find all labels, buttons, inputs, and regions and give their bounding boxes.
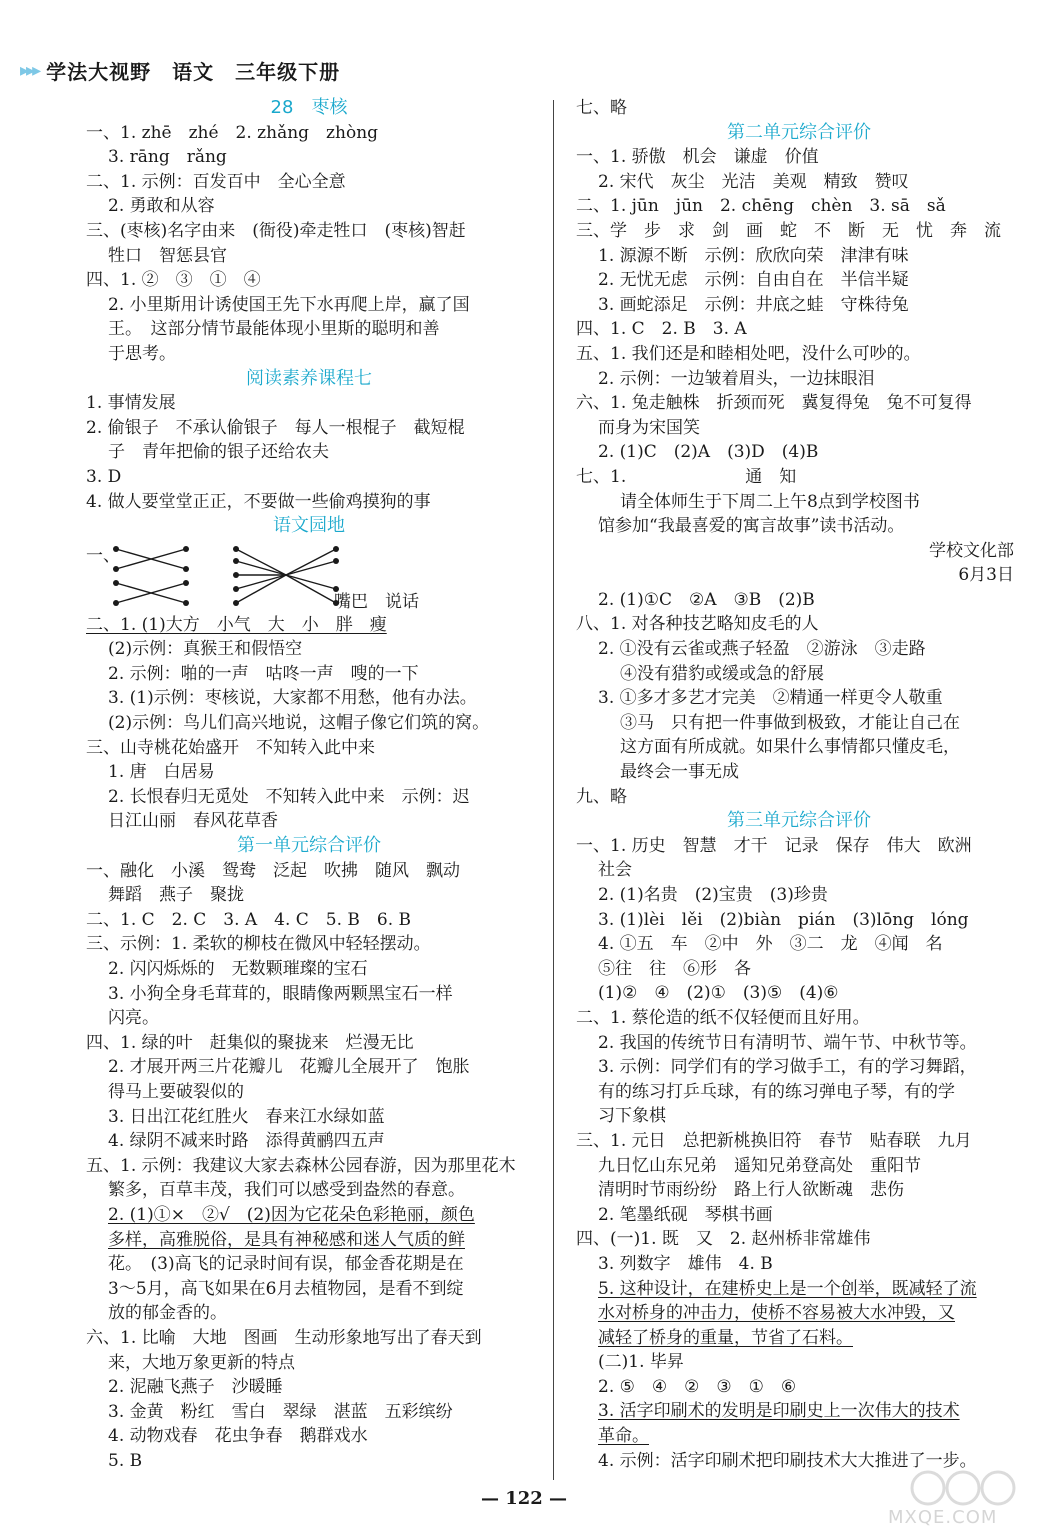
answer-line: 清明时节雨纷纷 路上行人欲断魂 悲伤 — [598, 1180, 904, 1201]
answer-line: 2. 泥融飞燕子 沙暖睡 — [108, 1377, 283, 1398]
answer-line: 1. 唐 白居易 — [108, 762, 215, 783]
answer-line: 请全体师生于下周二上午8点到学校图书 — [620, 491, 920, 512]
matching-line — [236, 561, 286, 575]
answer-line: 王。 这部分情节最能体现小里斯的聪明和善 — [108, 319, 440, 340]
answer-line: 六、1. 比喻 大地 图画 生动形象地写出了春天到 — [86, 1327, 482, 1348]
matching-dot — [333, 558, 339, 564]
answer-line: 九、略 — [576, 786, 627, 807]
matching-line — [286, 575, 336, 603]
column-divider — [553, 100, 554, 1480]
answer-line: 三、示例：1. 柔软的柳枝在微风中轻轻摆动。 — [86, 934, 431, 955]
answer-line: 有的练习打乒乓球，有的练习弹电子琴，有的学 — [598, 1081, 955, 1102]
answer-line: 馆参加“我最喜爱的寓言故事”读书活动。 — [598, 516, 905, 537]
left-column — [86, 96, 532, 1473]
section-heading: 第二单元综合评价 — [727, 121, 871, 143]
answer-line: 一、1. 骄傲 机会 谦虚 价值 — [576, 147, 819, 168]
answer-line: 八、1. 对各种技艺略知皮毛的人 — [576, 614, 819, 635]
answer-line: 3. (1)示例：枣核说，大家都不用愁，他有办法。 — [108, 688, 477, 709]
matching-dot — [183, 600, 189, 606]
answer-line: 1. 事情发展 — [86, 393, 176, 414]
answer-line: 四、1. 绿的叶 赶集似的聚拢来 烂漫无比 — [86, 1032, 414, 1053]
answer-line: 二、1. (1)大方 小气 大 小 胖 瘦 — [86, 614, 387, 635]
answer-line: 3. rāng rǎng — [108, 147, 227, 168]
answer-line: 2. (1)名贵 (2)宝贵 (3)珍贵 — [598, 885, 828, 905]
watermark-logo — [888, 1468, 1038, 1528]
section-heading: 第三单元综合评价 — [727, 810, 871, 832]
answer-line: 水对桥身的冲击力，使桥不容易被大水冲毁，又 — [598, 1303, 955, 1324]
section-heading: 28 枣核 — [270, 97, 348, 118]
running-header — [20, 50, 340, 90]
answer-line: 2. 无忧无虑 示例：自由自在 半信半疑 — [598, 270, 909, 291]
answer-line: 4. 做人要堂堂正正，不要做一些偷鸡摸狗的事 — [86, 491, 431, 512]
matching-dot — [233, 600, 239, 606]
matching-dot — [113, 566, 119, 572]
answer-line: 2. 我国的传统节日有清明节、端午节、中秋节等。 — [598, 1032, 977, 1053]
section-heading: 第一单元综合评价 — [237, 835, 381, 857]
matching-line — [286, 561, 336, 575]
answer-line: ⑤往 往 ⑥形 各 — [598, 958, 751, 979]
answer-line: 三、学 步 求 剑 画 蛇 不 断 无 忧 奔 流 — [576, 220, 1001, 241]
answer-line: 得马上要破裂似的 — [108, 1081, 244, 1102]
answer-line: 减轻了桥身的重量，节省了石料。 — [598, 1327, 853, 1348]
answer-line: 一、1. zhē zhé 2. zhǎng zhòng — [86, 122, 379, 143]
answer-line: 七、略 — [576, 98, 627, 118]
matching-dot — [233, 586, 239, 592]
matching-dot — [233, 546, 239, 552]
answer-line: 牲口 智惩县官 — [108, 245, 227, 266]
answer-line: 社会 — [598, 860, 632, 881]
answer-line: 3. 日出江花红胜火 春来江水绿如蓝 — [108, 1106, 385, 1127]
answer-line: 六、1. 兔走触株 折颈而死 冀复得兔 兔不可复得 — [576, 393, 972, 414]
page-number: — 122 — — [480, 1488, 568, 1509]
answer-line: 繁多，百草丰茂，我们可以感受到盎然的春意。 — [108, 1180, 465, 1201]
answer-line: ③马 只有把一件事做到极致，才能让自己在 — [620, 712, 960, 733]
matching-line — [236, 575, 286, 589]
answer-line: 二、1. C 2. C 3. A 4. C 5. B 6. B — [86, 909, 412, 930]
answer-line: 而身为宋国笑 — [598, 417, 700, 438]
matching-line — [236, 549, 286, 575]
answer-line: 2. (1)C (2)A (3)D (4)B — [598, 442, 819, 463]
answer-line: 2. 长恨春归无觅处 不知转入此中来 示例：迟 — [108, 786, 470, 807]
answer-line: (2)示例：鸟儿们高兴地说，这帽子像它们筑的窝。 — [108, 713, 490, 734]
answer-line: 2. 勇敢和从容 — [108, 196, 215, 217]
answer-line: 2. 笔墨纸砚 琴棋书画 — [598, 1204, 773, 1225]
answer-line: 6月3日 — [958, 565, 1014, 586]
answer-line: 舞蹈 燕子 聚拢 — [108, 885, 244, 906]
answer-line: 2. ⑤ ④ ② ③ ① ⑥ — [598, 1376, 797, 1397]
matching-dot — [113, 600, 119, 606]
answer-line: 三、(枣核)名字由来 (衙役)牵走牲口 (枣核)智赶 — [86, 220, 466, 241]
answer-line: 2. 小里斯用计诱使国王先下水再爬上岸，赢了国 — [108, 294, 470, 315]
answer-line: 3. 小狗全身毛茸茸的，眼睛像两颗黑宝石一样 — [108, 983, 453, 1004]
answer-line: 5. B — [108, 1450, 143, 1471]
watermark-text: MXQE.COM — [888, 1507, 998, 1528]
answer-line: (1)② ④ (2)① (3)⑤ (4)⑥ — [598, 983, 839, 1004]
answer-line: 三、山寺桃花始盛开 不知转入此中来 — [86, 737, 375, 758]
answer-line: 2. (1)①× ②√ (2)因为它花朵色彩艳丽，颜色 — [108, 1204, 475, 1225]
answer-line: 花。 (3)高飞的记录时间有误，郁金香花期是在 — [108, 1254, 464, 1275]
answer-line: 二、1. jūn jūn 2. chēng chèn 3. sā sǎ — [576, 196, 946, 217]
answer-line: 最终会一事无成 — [620, 762, 739, 783]
answer-line: 4. ①五 车 ②中 外 ③二 龙 ④闻 名 — [598, 934, 943, 955]
answer-line: 九日忆山东兄弟 遥知兄弟登高处 重阳节 — [598, 1155, 921, 1176]
answer-line: 2. 示例：一边皱着眉头，一边抹眼泪 — [598, 368, 875, 389]
answer-line: 七、1. 通 知 — [576, 466, 797, 487]
matching-dot — [183, 580, 189, 586]
answer-line: ④没有猎豹或缓或急的舒展 — [620, 663, 824, 684]
answer-line: 3. ①多才多艺才完美 ②精通一样更令人敬重 — [598, 688, 943, 709]
answer-line: 来，大地万象更新的特点 — [108, 1352, 295, 1373]
answer-line: 2. ①没有云雀或燕子轻盈 ②游泳 ③走路 — [598, 639, 926, 660]
answer-line: 2. 偷银子 不承认偷银子 每人一根棍子 截短棍 — [86, 417, 465, 438]
matching-words: 嘴巴 说话 — [334, 591, 419, 612]
matching-line — [236, 575, 286, 603]
matching-line — [286, 549, 336, 575]
answer-line: 3. D — [86, 466, 122, 487]
answer-line: 1. 源源不断 示例：欣欣向荣 津津有味 — [598, 245, 909, 266]
matching-dot — [183, 546, 189, 552]
answer-line: 革命。 — [598, 1426, 649, 1447]
answer-line: 3. 活字印刷术的发明是印刷史上一次伟大的技术 — [598, 1401, 960, 1422]
answer-line: 2. 才展开两三片花瓣儿 花瓣儿全展开了 饱胀 — [108, 1057, 470, 1078]
header-arrow-icon: ▸▸▸ — [20, 59, 39, 81]
answer-line: 四、(一)1. 既 又 2. 赵州桥非常雄伟 — [576, 1229, 871, 1250]
matching-dot — [113, 580, 119, 586]
answer-line: 二、1. 示例：百发百中 全心全意 — [86, 171, 346, 192]
answer-line: 一、融化 小溪 鸳鸯 泛起 吹拂 随风 飘动 — [86, 860, 460, 881]
answer-line: 2. 示例：啪的一声 咕咚一声 嗖的一下 — [108, 663, 419, 684]
matching-dot — [233, 572, 239, 578]
answer-line: 5. 这种设计，在建桥史上是一个创举，既减轻了流 — [598, 1278, 977, 1299]
answer-line: 学校文化部 — [929, 540, 1014, 561]
section-heading: 语文园地 — [273, 515, 345, 537]
answer-line: 4. 绿阴不减来时路 添得黄鹂四五声 — [108, 1131, 385, 1152]
section-heading: 阅读素养课程七 — [246, 367, 372, 389]
matching-dot — [183, 566, 189, 572]
answer-line: 3. (1)lèi lěi (2)biàn pián (3)lōng lóng — [598, 909, 969, 930]
answer-line: 放的郁金香的。 — [108, 1303, 227, 1324]
answer-line: 习下象棋 — [598, 1106, 666, 1127]
watermark-emblem-icon — [888, 1468, 1038, 1508]
answer-line: 4. 示例：活字印刷术把印刷技术大大推进了一步。 — [598, 1450, 977, 1471]
book-title: 学法大视野 语文 三年级下册 — [46, 59, 341, 84]
answer-line: 三、1. 元日 总把新桃换旧符 春节 贴春联 九月 — [576, 1130, 972, 1151]
matching-exercise — [86, 539, 532, 613]
answer-line: 2. 宋代 灰尘 光洁 美观 精致 赞叹 — [598, 171, 909, 192]
answer-line: 2. 闪闪烁烁的 无数颗璀璨的宝石 — [108, 959, 368, 979]
answer-line: 于思考。 — [108, 343, 176, 364]
answer-line: 3. 画蛇添足 示例：井底之蛙 守株待兔 — [598, 294, 909, 315]
answer-line: 2. (1)①C ②A ③B (2)B — [598, 589, 815, 610]
answer-line: 日江山丽 春风花草香 — [108, 811, 278, 832]
answer-line: 4. 动物戏春 花虫争春 鹅群戏水 — [108, 1426, 368, 1447]
answer-line: 3. 金黄 粉红 雪白 翠绿 湛蓝 五彩缤纷 — [108, 1401, 453, 1422]
answer-line: (二)1. 毕昇 — [598, 1352, 684, 1373]
matching-dot — [233, 558, 239, 564]
answer-line: 四、1. C 2. B 3. A — [576, 319, 747, 340]
answer-line: 一、1. 历史 智慧 才干 记录 保存 伟大 欧洲 — [576, 835, 972, 856]
answer-line: 3～5月，高飞如果在6月去植物园，是看不到绽 — [108, 1278, 464, 1299]
answer-line: 3. 示例：同学们有的学习做手工，有的学习舞蹈， — [598, 1057, 977, 1078]
answer-line: 二、1. 蔡伦造的纸不仅轻便而且好用。 — [576, 1007, 870, 1028]
answer-line: 多样，高雅脱俗，是具有神秘感和迷人气质的鲜 — [108, 1229, 465, 1250]
answer-line: 闪亮。 — [108, 1008, 159, 1029]
answer-line: 子 青年把偷的银子还给农夫 — [108, 442, 329, 463]
answer-line: 五、1. 我们还是和睦相处吧，没什么可吵的。 — [576, 343, 921, 364]
matching-dot — [333, 546, 339, 552]
right-column — [576, 96, 1022, 1473]
answer-line: (2)示例：真猴王和假悟空 — [108, 639, 303, 660]
answer-line: 五、1. 示例：我建议大家去森林公园春游，因为那里花木 — [86, 1155, 516, 1176]
answer-line: 这方面有所成就。如果什么事情都只懂皮毛， — [620, 737, 960, 758]
answer-line: 四、1. ② ③ ① ④ — [86, 270, 261, 291]
matching-line — [286, 575, 336, 589]
section-label: 一、 — [86, 545, 120, 566]
answer-line: 3. 列数字 雄伟 4. B — [598, 1253, 773, 1274]
